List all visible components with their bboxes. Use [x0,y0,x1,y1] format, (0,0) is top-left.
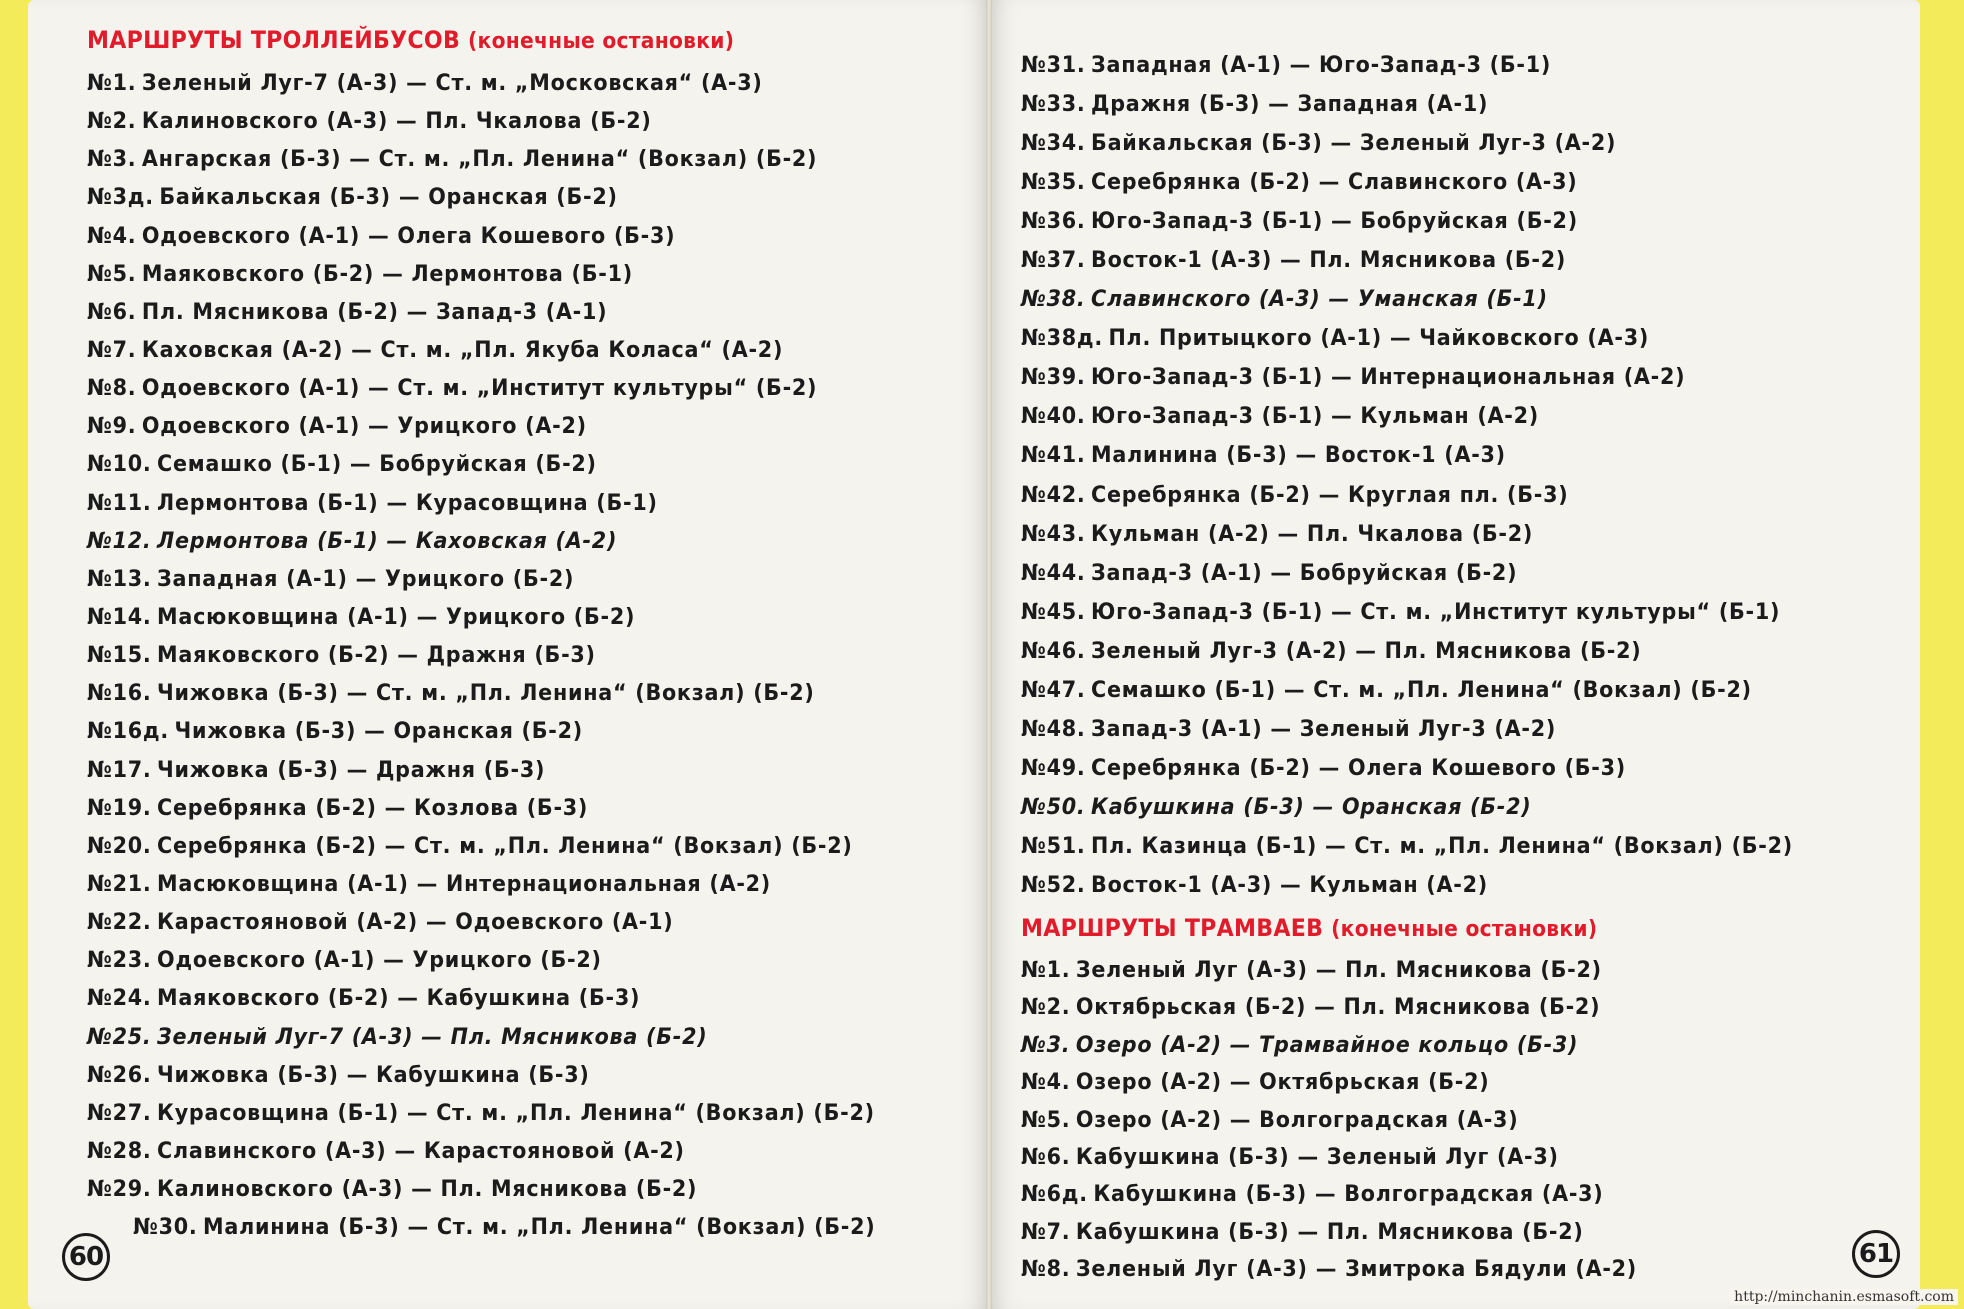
route-number: №43. [1021,520,1086,547]
route-number: №52. [1021,871,1086,898]
route-endpoints: Одоевского (А-1) — Урицкого (А-2) [141,413,587,440]
route-number: №42. [1021,481,1086,508]
trolleybus-route-row [87,217,875,255]
trolleybus-route-row [87,293,875,331]
trolleybus-route-row [87,941,875,979]
trolleybus-route-row [87,178,875,216]
route-number: №3. [1021,1031,1071,1058]
route-endpoints: Озеро (А-2) — Октябрьская (Б-2) [1075,1069,1490,1096]
route-endpoints: Ангарская (Б-3) — Ст. м. „Пл. Ленина“ (Вокзал) (Б-2) [141,146,818,173]
route-number: №13. [87,565,152,592]
trolleybus-route-row [87,484,875,522]
trolleybus-heading [87,26,734,54]
route-number: №41. [1021,442,1086,469]
tram-route-row [1021,1176,1637,1213]
trolleybus-route-row [1021,46,1793,85]
route-endpoints: Юго-Запад-3 (Б-1) — Бобруйская (Б-2) [1091,208,1578,235]
route-endpoints: Одоевского (А-1) — Урицкого (Б-2) [157,947,602,974]
trolleybus-heading-subtitle: (конечные остановки) [468,29,735,54]
route-endpoints: Славинского (А-3) — Карастояновой (А-2) [157,1137,685,1164]
route-endpoints: Кабушкина (Б-3) — Пл. Мясникова (Б-2) [1075,1218,1584,1245]
route-endpoints: Курасовщина (Б-1) — Ст. м. „Пл. Ленина“ (Вокзал) (Б-2) [157,1099,875,1126]
route-endpoints: Зеленый Луг (А-3) — Пл. Мясникова (Б-2) [1075,957,1602,983]
route-number: №39. [1021,364,1086,391]
trolleybus-route-row [87,903,875,941]
trolleybus-route-row [87,1170,875,1208]
source-watermark: http://minchanin.esmasoft.com [1730,1289,1958,1305]
route-endpoints: Калиновского (А-3) — Пл. Чкалова (Б-2) [141,108,652,135]
route-number: №5. [87,260,137,287]
route-endpoints: Каховская (А-2) — Ст. м. „Пл. Якуба Коласа“ (А-2) [141,336,784,363]
route-number: №11. [87,489,152,516]
trolleybus-route-row [1021,358,1793,397]
route-number: №22. [87,909,152,936]
route-number: №16д. [87,718,169,745]
route-endpoints: Серебрянка (Б-2) — Славинского (А-3) [1091,169,1578,196]
route-endpoints: Серебрянка (Б-2) — Козлова (Б-3) [157,794,589,821]
route-number: №30. [133,1214,198,1241]
route-number: №9. [87,413,137,440]
route-endpoints: Кабушкина (Б-3) — Волгоградская (А-3) [1093,1181,1604,1208]
route-endpoints: Малинина (Б-3) — Восток-1 (А-3) [1091,442,1506,469]
trolleybus-route-row [1021,632,1793,671]
route-number: №7. [1021,1218,1071,1245]
route-number: №17. [87,756,152,783]
route-number: №25. [87,1023,152,1050]
tram-route-list [1021,952,1691,1289]
route-number: №10. [87,451,152,478]
route-endpoints: Маяковского (Б-2) — Кабушкина (Б-3) [157,985,641,1012]
route-endpoints: Западная (А-1) — Урицкого (Б-2) [157,565,575,592]
route-endpoints: Семашко (Б-1) — Бобруйская (Б-2) [157,451,597,478]
route-endpoints: Кабушкина (Б-3) — Оранская (Б-2) [1091,793,1532,820]
route-number: №21. [87,870,152,897]
route-number: №1. [87,70,137,96]
tram-route-row [1021,1064,1637,1101]
trolleybus-route-row [1021,671,1793,710]
route-endpoints: Славинского (А-3) — Уманская (Б-1) [1091,286,1548,313]
route-endpoints: Зеленый Луг (А-3) — Змитрока Бядули (А-2) [1075,1256,1638,1283]
trolleybus-route-row [87,445,875,483]
route-endpoints: Одоевского (А-1) — Олега Кошевого (Б-3) [141,222,676,249]
route-number: №1. [1021,957,1071,983]
trolleybus-route-row [1021,319,1793,358]
route-number: №31. [1021,52,1086,78]
route-endpoints: Зеленый Луг-7 (А-3) — Ст. м. „Московская“ (А-3) [141,70,763,96]
trolleybus-route-row [87,1208,875,1246]
trolleybus-route-row [87,598,875,636]
route-number: №6. [1021,1143,1071,1170]
trolleybus-route-list-left [87,64,944,1246]
tram-route-row [1021,1027,1637,1064]
tram-route-row [1021,1102,1637,1139]
route-endpoints: Байкальская (Б-3) — Зеленый Луг-3 (А-2) [1091,130,1617,157]
trolleybus-route-row [1021,124,1793,163]
route-number: №23. [87,947,152,974]
trolleybus-heading-title: МАРШРУТЫ ТРОЛЛЕЙБУСОВ [87,26,461,54]
route-number: №8. [1021,1256,1071,1283]
trolleybus-route-row [87,102,875,140]
route-endpoints: Юго-Запад-3 (Б-1) — Кульман (А-2) [1091,403,1539,430]
route-endpoints: Пл. Притыцкого (А-1) — Чайковского (А-3) [1108,325,1650,352]
trolleybus-route-row [87,712,875,750]
route-endpoints: Чижовка (Б-3) — Оранская (Б-2) [174,718,583,745]
page-number-right: 61 [1852,1230,1900,1278]
trolleybus-route-row [87,560,875,598]
route-number: №4. [1021,1069,1071,1096]
route-endpoints: Зеленый Луг-7 (А-3) — Пл. Мясникова (Б-2) [157,1023,708,1050]
route-number: №2. [87,108,137,135]
route-number: №27. [87,1099,152,1126]
route-endpoints: Серебрянка (Б-2) — Олега Кошевого (Б-3) [1091,754,1626,781]
tram-route-row [1021,1139,1637,1176]
trolleybus-route-row [87,140,875,178]
tram-heading-title: МАРШРУТЫ ТРАМВАЕВ [1021,914,1324,942]
tram-route-row [1021,952,1637,989]
route-number: №48. [1021,715,1086,742]
route-number: №19. [87,794,152,821]
route-number: №2. [1021,994,1071,1021]
route-endpoints: Зеленый Луг-3 (А-2) — Пл. Мясникова (Б-2) [1091,637,1642,664]
route-endpoints: Пл. Мясникова (Б-2) — Запад-3 (А-1) [141,298,608,325]
trolleybus-route-row [1021,827,1793,866]
route-number: №36. [1021,208,1086,235]
trolleybus-route-row [1021,163,1793,202]
trolleybus-route-row [1021,710,1793,749]
route-endpoints: Дражня (Б-3) — Западная (А-1) [1091,91,1489,118]
tram-heading [1021,914,1597,942]
route-endpoints: Чижовка (Б-3) — Дражня (Б-3) [157,756,546,783]
trolleybus-route-row [1021,241,1793,280]
trolleybus-route-row [1021,202,1793,241]
route-number: №6. [87,298,137,325]
route-endpoints: Озеро (А-2) — Волгоградская (А-3) [1075,1106,1519,1133]
route-number: №15. [87,642,152,669]
route-endpoints: Восток-1 (А-3) — Кульман (А-2) [1091,871,1488,898]
route-number: №28. [87,1137,152,1164]
route-number: №38д. [1021,325,1103,352]
trolleybus-route-row [1021,515,1793,554]
route-endpoints: Маяковского (Б-2) — Лермонтова (Б-1) [141,260,633,287]
tram-route-row [1021,989,1637,1026]
route-number: №47. [1021,676,1086,703]
route-endpoints: Лермонтова (Б-1) — Каховская (А-2) [157,527,618,554]
trolleybus-route-row [87,1018,875,1056]
route-endpoints: Одоевского (А-1) — Ст. м. „Институт культуры“ (Б-2) [141,375,818,402]
route-number: №44. [1021,559,1086,586]
route-endpoints: Восток-1 (А-3) — Пл. Мясникова (Б-2) [1091,247,1567,274]
route-number: №34. [1021,130,1086,157]
route-endpoints: Карастояновой (А-2) — Одоевского (А-1) [157,909,674,936]
route-number: №29. [87,1176,152,1203]
tram-route-row [1021,1214,1637,1251]
trolleybus-route-row [87,1094,875,1132]
route-endpoints: Западная (А-1) — Юго-Запад-3 (Б-1) [1091,52,1552,78]
route-number: №20. [87,832,152,859]
route-endpoints: Малинина (Б-3) — Ст. м. „Пл. Ленина“ (Вокзал) (Б-2) [203,1214,876,1241]
route-endpoints: Запад-3 (А-1) — Зеленый Луг-3 (А-2) [1091,715,1557,742]
trolleybus-route-row [87,636,875,674]
trolleybus-route-row [87,789,875,827]
trolleybus-route-row [87,331,875,369]
route-number: №8. [87,375,137,402]
route-number: №26. [87,1061,152,1088]
route-number: №49. [1021,754,1086,781]
route-endpoints: Кабушкина (Б-3) — Зеленый Луг (А-3) [1075,1143,1559,1170]
route-number: №37. [1021,247,1086,274]
route-number: №50. [1021,793,1086,820]
route-number: №45. [1021,598,1086,625]
route-number: №14. [87,603,152,630]
trolleybus-route-row [1021,788,1793,827]
route-number: №33. [1021,91,1086,118]
route-endpoints: Калиновского (А-3) — Пл. Мясникова (Б-2) [157,1176,698,1203]
route-number: №3. [87,146,137,173]
route-endpoints: Серебрянка (Б-2) — Ст. м. „Пл. Ленина“ (Вокзал) (Б-2) [157,832,853,859]
route-number: №35. [1021,169,1086,196]
route-number: №6д. [1021,1181,1088,1208]
trolleybus-route-row [1021,749,1793,788]
route-number: №46. [1021,637,1086,664]
trolleybus-route-row [87,255,875,293]
trolleybus-route-row [87,64,875,102]
route-number: №51. [1021,832,1086,859]
trolleybus-route-row [1021,593,1793,632]
route-endpoints: Маяковского (Б-2) — Дражня (Б-3) [157,642,596,669]
route-endpoints: Масюковщина (А-1) — Интернациональная (А-2) [157,870,771,897]
trolleybus-route-row [1021,397,1793,436]
route-number: №24. [87,985,152,1012]
route-number: №40. [1021,403,1086,430]
trolleybus-route-row [87,865,875,903]
route-number: №12. [87,527,152,554]
route-endpoints: Запад-3 (А-1) — Бобруйская (Б-2) [1091,559,1518,586]
trolleybus-route-row [87,979,875,1017]
trolleybus-route-row [87,369,875,407]
book-gutter [986,0,992,1309]
route-number: №4. [87,222,137,249]
trolleybus-route-row [1021,436,1793,475]
trolleybus-route-row [1021,85,1793,124]
tram-route-row [1021,1251,1637,1288]
trolleybus-route-row [87,827,875,865]
tram-heading-subtitle: (конечные остановки) [1331,917,1598,942]
page-number-left: 60 [62,1233,110,1281]
trolleybus-route-row [1021,554,1793,593]
route-endpoints: Юго-Запад-3 (Б-1) — Интернациональная (А-2) [1091,364,1686,391]
route-endpoints: Юго-Запад-3 (Б-1) — Ст. м. „Институт культуры“ (Б-1) [1091,598,1781,625]
trolleybus-route-row [1021,476,1793,515]
trolleybus-route-row [87,674,875,712]
route-endpoints: Кульман (А-2) — Пл. Чкалова (Б-2) [1091,520,1534,547]
route-number: №16. [87,680,152,707]
trolleybus-route-row [87,407,875,445]
route-number: №5. [1021,1106,1071,1133]
route-endpoints: Чижовка (Б-3) — Ст. м. „Пл. Ленина“ (Вокзал) (Б-2) [157,680,815,707]
trolleybus-route-row [1021,280,1793,319]
route-endpoints: Лермонтова (Б-1) — Курасовщина (Б-1) [157,489,658,516]
route-number: №3д. [87,184,154,211]
route-number: №38. [1021,286,1086,313]
route-endpoints: Пл. Казинца (Б-1) — Ст. м. „Пл. Ленина“ (Вокзал) (Б-2) [1091,832,1793,859]
route-number: №7. [87,336,137,363]
route-endpoints: Масюковщина (А-1) — Урицкого (Б-2) [157,603,636,630]
route-endpoints: Байкальская (Б-3) — Оранская (Б-2) [159,184,618,211]
trolleybus-route-row [87,1056,875,1094]
trolleybus-route-row [87,522,875,560]
route-endpoints: Семашко (Б-1) — Ст. м. „Пл. Ленина“ (Вокзал) (Б-2) [1091,676,1752,703]
route-endpoints: Серебрянка (Б-2) — Круглая пл. (Б-3) [1091,481,1569,508]
route-endpoints: Октябрьская (Б-2) — Пл. Мясникова (Б-2) [1075,994,1601,1021]
trolleybus-route-row [1021,866,1793,905]
trolleybus-route-row [87,751,875,789]
route-endpoints: Озеро (А-2) — Трамвайное кольцо (Б-3) [1075,1031,1579,1058]
trolleybus-route-row [87,1132,875,1170]
route-endpoints: Чижовка (Б-3) — Кабушкина (Б-3) [157,1061,590,1088]
trolleybus-route-list-right [1021,46,1860,905]
